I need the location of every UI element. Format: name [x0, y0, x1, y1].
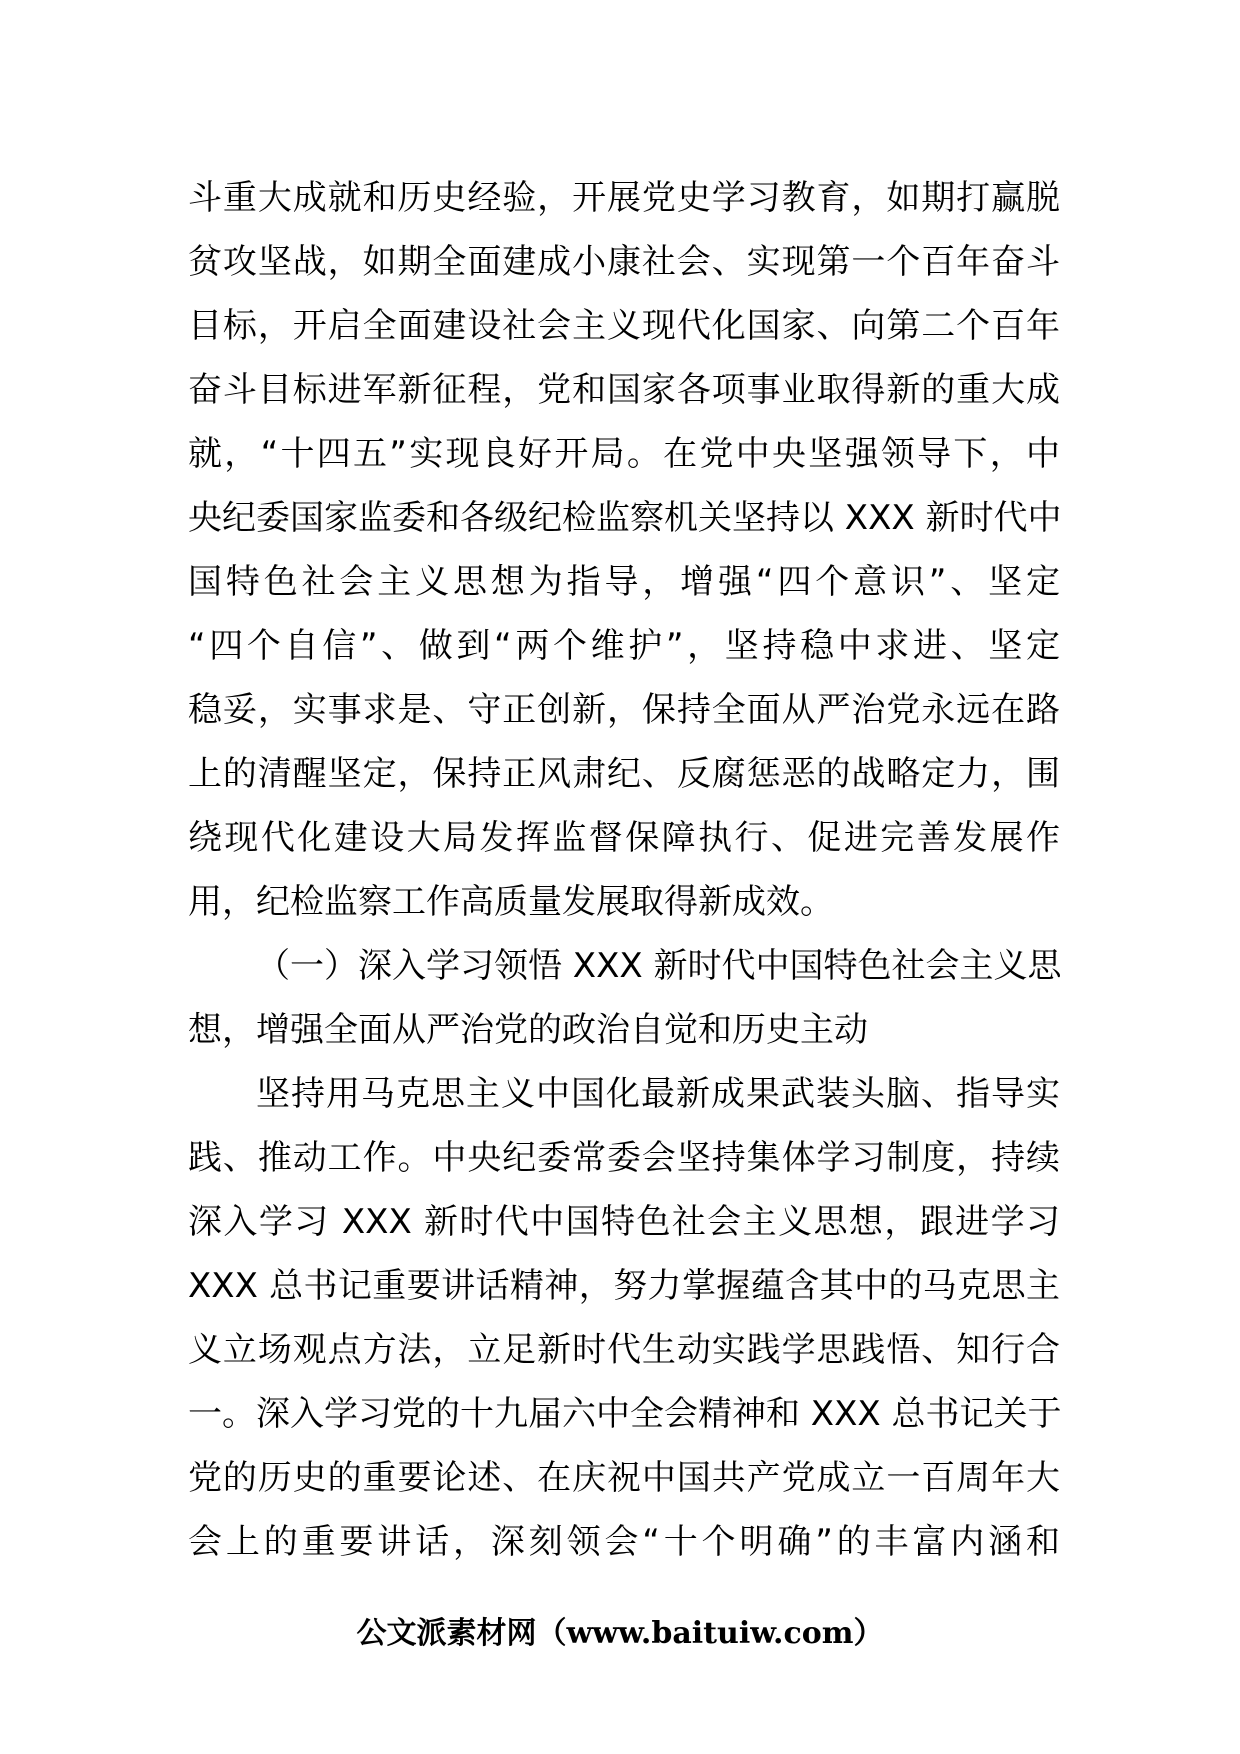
text-line: 坚持用马克思主义中国化最新成果武装头脑、指导实 [256, 1074, 1060, 1114]
text-line: 国特色社会主义思想为指导，增强“四个意识”、坚定 [188, 562, 1060, 602]
text-line: XXX 总书记重要讲话精神，努力掌握蕴含其中的马克思主 [188, 1266, 1060, 1306]
footer-watermark-text: 公文派素材网（www.baituiw.com） [356, 1616, 884, 1651]
text-line: 用，纪检监察工作高质量发展取得新成效。 [188, 882, 834, 922]
text-line: 就，“十四五”实现良好开局。在党中央坚强领导下，中 [188, 434, 1060, 474]
text-line: 上的清醒坚定，保持正风肃纪、反腐惩恶的战略定力，围 [188, 754, 1060, 794]
text-line: 央纪委国家监委和各级纪检监察机关坚持以 XXX 新时代中 [188, 498, 1062, 538]
text-line: 绕现代化建设大局发挥监督保障执行、促进完善发展作 [188, 818, 1060, 858]
heading-line: 想，增强全面从严治党的政治自觉和历史主动 [188, 1010, 868, 1050]
document-body [188, 166, 1060, 1574]
heading-line: （一）深入学习领悟 XXX 新时代中国特色社会主义思 [256, 946, 1062, 986]
text-line: 践、推动工作。中央纪委常委会坚持集体学习制度，持续 [188, 1138, 1060, 1178]
text-line: 义立场观点方法，立足新时代生动实践学思践悟、知行合 [188, 1330, 1060, 1370]
page-footer [0, 1612, 1240, 1656]
paragraph-1 [188, 166, 1060, 934]
text-line: 深入学习 XXX 新时代中国特色社会主义思想，跟进学习 [188, 1202, 1060, 1242]
text-line: 斗重大成就和历史经验，开展党史学习教育，如期打赢脱 [188, 178, 1060, 218]
paragraph-3 [188, 1062, 1060, 1574]
text-line: 奋斗目标进军新征程，党和国家各项事业取得新的重大成 [188, 370, 1060, 410]
text-line: 贫攻坚战，如期全面建成小康社会、实现第一个百年奋斗 [188, 242, 1060, 282]
text-line: 稳妥，实事求是、守正创新，保持全面从严治党永远在路 [188, 690, 1060, 730]
text-line: 一。深入学习党的十九届六中全会精神和 XXX 总书记关于 [188, 1394, 1062, 1434]
text-line: 会上的重要讲话，深刻领会“十个明确”的丰富内涵和 [188, 1522, 1060, 1562]
text-line: 目标，开启全面建设社会主义现代化国家、向第二个百年 [188, 306, 1060, 346]
text-line: “四个自信”、做到“两个维护”，坚持稳中求进、坚定 [188, 626, 1060, 666]
text-line: 党的历史的重要论述、在庆祝中国共产党成立一百周年大 [188, 1458, 1060, 1498]
section-heading [188, 934, 1060, 1062]
